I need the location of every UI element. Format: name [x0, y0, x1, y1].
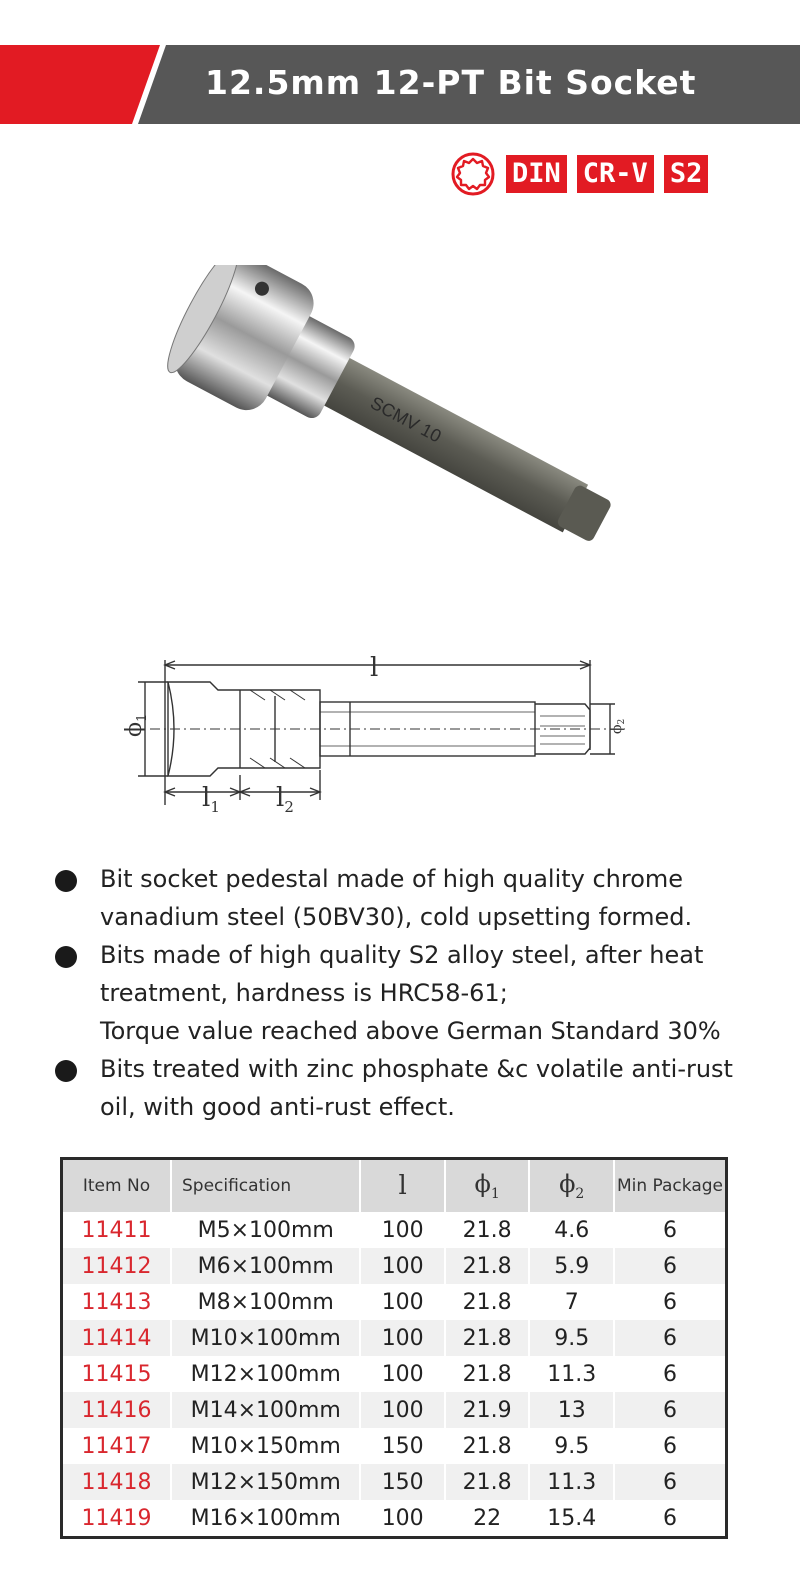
cell-l: 150	[360, 1464, 444, 1500]
cell-item-no: 11413	[62, 1284, 171, 1320]
cell-item-no: 11415	[62, 1356, 171, 1392]
header-phi2: $\phi_2$	[529, 1159, 614, 1213]
cell-l: 150	[360, 1428, 444, 1464]
feature-item	[55, 936, 755, 1050]
cell-specification: M12×100mm	[171, 1356, 360, 1392]
header-specification: Specification	[171, 1159, 360, 1213]
twelve-point-icon	[450, 151, 496, 197]
cell-specification: M10×100mm	[171, 1320, 360, 1356]
shank-marking: SCMV 10	[367, 392, 445, 447]
cell-l: 100	[360, 1392, 444, 1428]
cell-item-no: 11418	[62, 1464, 171, 1500]
dimension-drawing	[120, 640, 640, 820]
bullet-icon	[55, 946, 77, 968]
cell-phi2: 11.3	[529, 1356, 614, 1392]
cell-specification: M12×150mm	[171, 1464, 360, 1500]
cell-min-package: 6	[614, 1464, 727, 1500]
cell-min-package: 6	[614, 1500, 727, 1538]
cell-min-package: 6	[614, 1248, 727, 1284]
feature-text: Bits treated with zinc phosphate &c volatile anti-rust oil, with good anti-rust effect.	[100, 1055, 733, 1121]
cell-min-package: 6	[614, 1320, 727, 1356]
cell-phi2: 15.4	[529, 1500, 614, 1538]
header-l: l	[360, 1159, 444, 1213]
table-row	[62, 1248, 727, 1284]
cell-specification: M16×100mm	[171, 1500, 360, 1538]
dim-phi2-label: $\phi_2$	[609, 718, 627, 734]
cell-l: 100	[360, 1320, 444, 1356]
cell-min-package: 6	[614, 1392, 727, 1428]
standard-badges	[450, 152, 708, 196]
cell-phi1: 21.8	[445, 1284, 530, 1320]
cell-phi2: 4.6	[529, 1212, 614, 1248]
cell-min-package: 6	[614, 1284, 727, 1320]
cell-phi2: 7	[529, 1284, 614, 1320]
cell-l: 100	[360, 1212, 444, 1248]
cell-specification: M14×100mm	[171, 1392, 360, 1428]
dim-l2-label: $l_2$	[276, 783, 294, 816]
cell-l: 100	[360, 1284, 444, 1320]
table-row	[62, 1392, 727, 1428]
banner-red-accent	[0, 45, 160, 124]
cell-phi2: 5.9	[529, 1248, 614, 1284]
cell-specification: M8×100mm	[171, 1284, 360, 1320]
table-row	[62, 1428, 727, 1464]
cell-phi1: 21.8	[445, 1428, 530, 1464]
cell-item-no: 11414	[62, 1320, 171, 1356]
page-title: 12.5mm 12-PT Bit Socket	[205, 63, 697, 102]
cell-item-no: 11411	[62, 1212, 171, 1248]
cell-l: 100	[360, 1356, 444, 1392]
dim-l1-label: $l_1$	[202, 783, 220, 816]
header-min-package: Min Package	[614, 1159, 727, 1213]
dim-l-label: l	[370, 653, 379, 683]
product-photo	[120, 265, 660, 555]
cell-phi2: 13	[529, 1392, 614, 1428]
cell-min-package: 6	[614, 1356, 727, 1392]
feature-text: Bit socket pedestal made of high quality chrome vanadium steel (50BV30), cold upsetting formed.	[100, 865, 693, 931]
crv-badge: CR-V	[577, 155, 654, 193]
bullet-icon	[55, 1060, 77, 1082]
cell-phi2: 9.5	[529, 1320, 614, 1356]
cell-specification: M6×100mm	[171, 1248, 360, 1284]
cell-item-no: 11417	[62, 1428, 171, 1464]
cell-phi1: 22	[445, 1500, 530, 1538]
feature-text: Bits made of high quality S2 alloy steel, after heat treatment, hardness is HRC58-61;	[100, 941, 704, 1007]
table-header-row	[62, 1159, 727, 1213]
feature-list	[55, 860, 755, 1126]
cell-specification: M5×100mm	[171, 1212, 360, 1248]
table-row	[62, 1320, 727, 1356]
cell-min-package: 6	[614, 1428, 727, 1464]
cell-item-no: 11412	[62, 1248, 171, 1284]
feature-item	[55, 1050, 755, 1126]
cell-specification: M10×150mm	[171, 1428, 360, 1464]
cell-phi2: 11.3	[529, 1464, 614, 1500]
din-badge: DIN	[506, 155, 567, 193]
s2-badge: S2	[664, 155, 709, 193]
title-banner	[0, 45, 800, 124]
table-row	[62, 1356, 727, 1392]
cell-phi1: 21.8	[445, 1356, 530, 1392]
cell-phi1: 21.8	[445, 1248, 530, 1284]
cell-min-package: 6	[614, 1212, 727, 1248]
table-row	[62, 1500, 727, 1538]
feature-item	[55, 860, 755, 936]
header-phi1: $\phi_1$	[445, 1159, 530, 1213]
feature-text-line2: Torque value reached above German Standard 30%	[100, 1017, 721, 1045]
cell-phi1: 21.9	[445, 1392, 530, 1428]
cell-item-no: 11416	[62, 1392, 171, 1428]
cell-item-no: 11419	[62, 1500, 171, 1538]
table-row	[62, 1284, 727, 1320]
spec-table	[60, 1157, 728, 1539]
cell-phi1: 21.8	[445, 1320, 530, 1356]
cell-phi1: 21.8	[445, 1212, 530, 1248]
header-item-no: Item No	[62, 1159, 171, 1213]
dim-phi1-label: $\phi_1$	[122, 713, 150, 737]
table-row	[62, 1464, 727, 1500]
bullet-icon	[55, 870, 77, 892]
cell-l: 100	[360, 1500, 444, 1538]
table-row	[62, 1212, 727, 1248]
cell-phi1: 21.8	[445, 1464, 530, 1500]
cell-l: 100	[360, 1248, 444, 1284]
cell-phi2: 9.5	[529, 1428, 614, 1464]
